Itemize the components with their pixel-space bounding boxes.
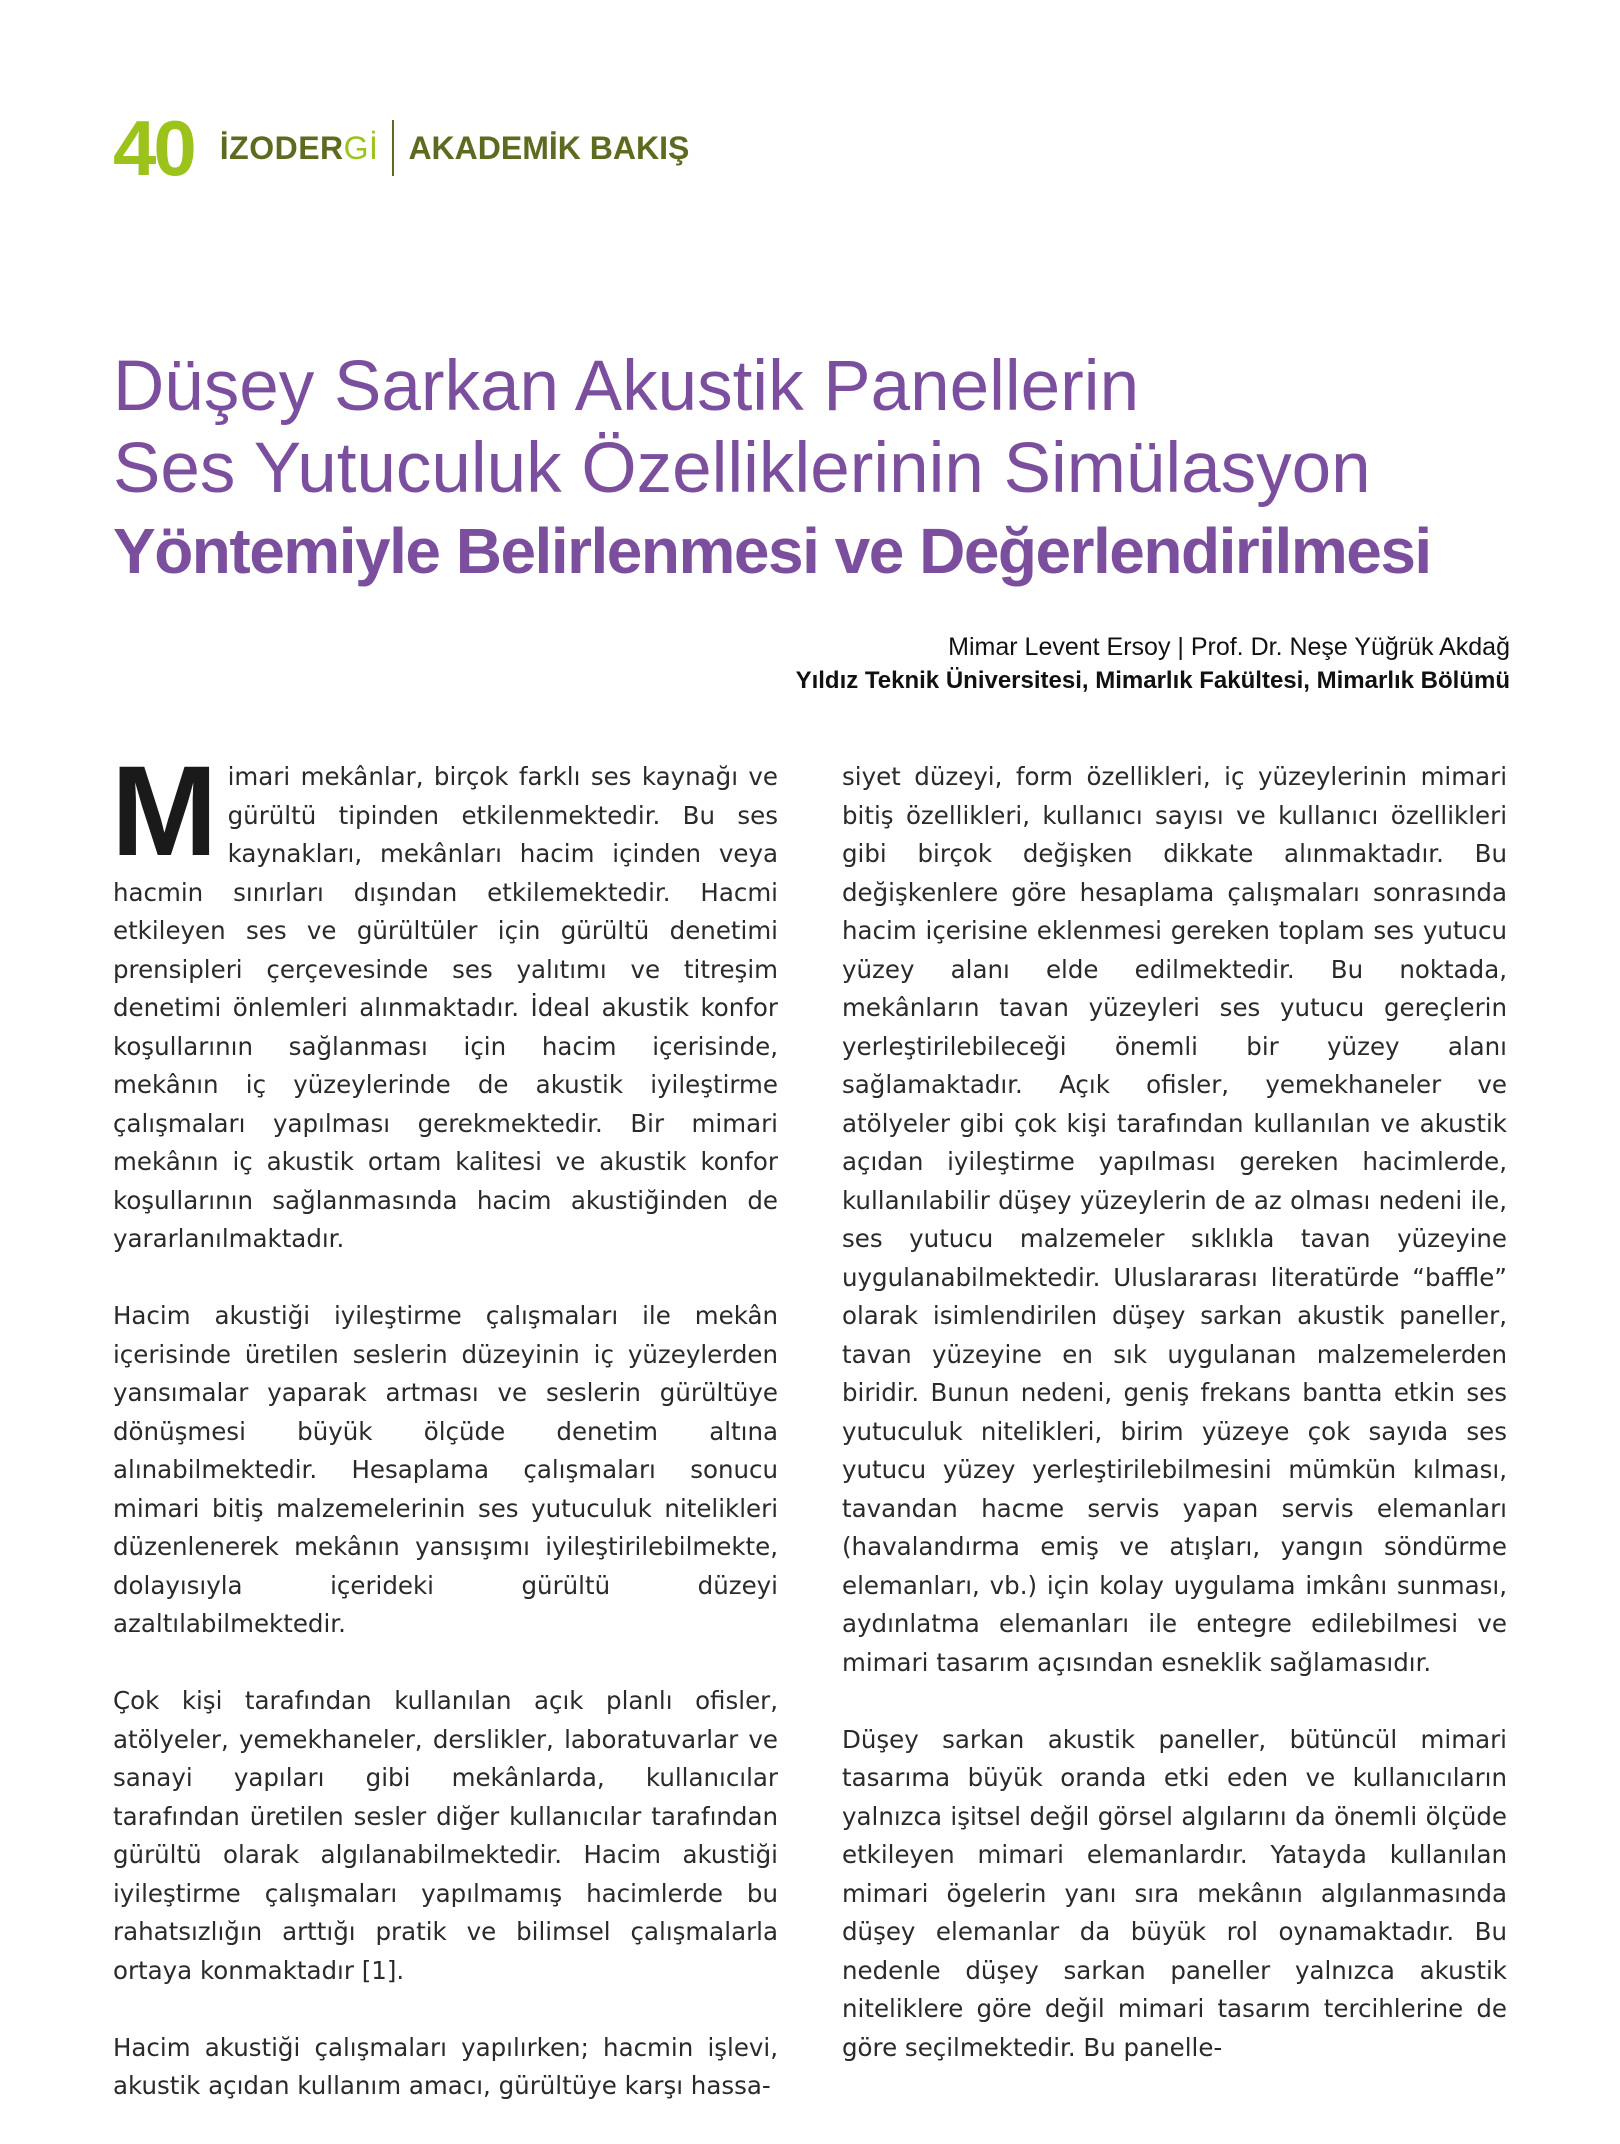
left-column	[111, 740, 778, 2144]
page-number: 40	[113, 104, 194, 192]
paragraph: siyet düzeyi, form özellikleri, iç yüzeylerinin mimari bitiş özellikleri, kullanıcı sayısı ve kullanıcı özellikleri gibi birçok değişken dikkate alınmaktadır. Bu değişkenlere göre hesaplama çalışmaları sonrasında hacim içerisine eklenmesi gereken toplam ses yutucu yüzey alanı elde edilmektedir. Bu noktada, mekânların tavan yüzeyleri ses yutucu gereçlerin yerleştirilebileceği önemli bir yüzey alanı sağlamaktadır. Açık ofisler, yemekhaneler ve atölyeler gibi çok kişi tarafından kullanılan ve akustik açıdan iyileştirme yapılması gereken hacimlerde, kullanılabilir düşey yüzeylerin de az olması nedeni ile, ses yutucu malzemeler sıklıkla tavan yüzeyine uygulanabilmektedir. Uluslararası literatürde “baffle” olarak isimlendirilen düşey sarkan akustik paneller, tavan yüzeyine en sık uygulanan malzemelerden biridir. Bunun nedeni, geniş frekans bantta etkin ses yutuculuk nitelikleri, birim yüzeye çok sayıda ses yutucu yüzey yerleştirilebilmesini mümkün kılması, tavandan hacme servis yapan servis elemanları (havalandırma emiş ve atışları, yangın söndürme elemanları, vb.) için kolay uygulama imkânı sunması, aydınlatma elemanları ile entegre edilebilmesi ve mimari tasarım açısından esneklik sağlamasıdır.	[842, 762, 1507, 1677]
title-line-1: Düşey Sarkan Akustik Panellerin	[113, 347, 1140, 426]
magazine-brand	[220, 130, 379, 167]
page-header	[113, 104, 690, 192]
paragraph: Hacim akustiği iyileştirme çalışmaları ile mekân içerisinde üretilen seslerin düzeyinin iç yüzeylerden yansımalar yaparak artması ve seslerin gürültüye dönüşmesi büyük ölçüde denetim altına alınabilmektedir. Hesaplama çalışmaları sonucu mimari bitiş malzemelerinin ses yutuculuk nitelikleri düzenlenerek mekânın yansışımı iyileştirilebilmekte, dolayısıyla içerideki gürültü düzeyi azaltılabilmektedir.	[113, 1301, 778, 1638]
paragraph	[111, 740, 778, 1259]
right-column	[842, 758, 1507, 2106]
drop-cap: M	[111, 740, 218, 883]
header-divider	[392, 120, 394, 176]
title-line-2: Ses Yutuculuk Özelliklerinin Simülasyon	[113, 429, 1371, 508]
section-label: AKADEMİK BAKIŞ	[408, 129, 690, 166]
brand-accent: Gİ	[343, 129, 379, 166]
article-title	[113, 346, 1533, 592]
author-block	[796, 630, 1510, 698]
paragraph: Düşey sarkan akustik paneller, bütüncül mimari tasarıma büyük oranda etki eden ve kullanıcıların yalnızca işitsel değil görsel algılarını da önemli ölçüde etkileyen mimari elemanlardır. Yatayda kullanılan mimari ögelerin yanı sıra mekânın algılanmasında düşey elemanlar da büyük rol oynamaktadır. Bu nedenle düşey sarkan paneller yalnızca akustik niteliklere göre değil mimari tasarım tercihlerine de göre seçilmektedir. Bu panelle-	[842, 1724, 1507, 2062]
title-line-3: Yöntemiyle Belirlenmesi ve Değerlendirilmesi	[113, 515, 1431, 587]
paragraph: Hacim akustiği çalışmaları yapılırken; hacmin işlevi, akustik açıdan kullanım amacı, gürültüye karşı hassa-	[113, 2032, 778, 2100]
paragraph: Çok kişi tarafından kullanılan açık planlı ofisler, atölyeler, yemekhaneler, derslikler, laboratuvarlar ve sanayi yapıları gibi mekânlarda, kullanıcılar tarafından üretilen sesler diğer kullanıcılar tarafından gürültü olarak algılanabilmektedir. Hacim akustiği iyileştirme çalışmaları yapılmamış hacimlerde bu rahatsızlığın arttığı pratik ve bilimsel çalışmalarla ortaya konmaktadır [1].	[113, 1686, 778, 1985]
author-names: Mimar Levent Ersoy | Prof. Dr. Neşe Yüğrük Akdağ	[948, 633, 1510, 661]
paragraph-text: imari mekânlar, birçok farklı ses kaynağı ve gürültü tipinden etkilenmektedir. Bu ses kaynakları, mekânları hacim içinden veya hacmin sınırları dışından etkilemektedir. Hacmi etkileyen ses ve gürültüler için gürültü denetimi prensipleri çerçevesinde ses yalıtımı ve titreşim denetimi önlemleri alınmaktadır. İdeal akustik konfor koşullarının sağlanması için hacim içerisinde, mekânın iç yüzeylerinde de akustik iyileştirme çalışmaları yapılması gerekmektedir. Bir mimari mekânın iç akustik ortam kalitesi ve akustik konfor koşullarının sağlanmasında hacim akustiğinden de yararlanılmaktadır.	[113, 762, 778, 1253]
brand-main: İZODER	[219, 129, 344, 166]
author-affiliation: Yıldız Teknik Üniversitesi, Mimarlık Fakültesi, Mimarlık Bölümü	[795, 667, 1510, 694]
